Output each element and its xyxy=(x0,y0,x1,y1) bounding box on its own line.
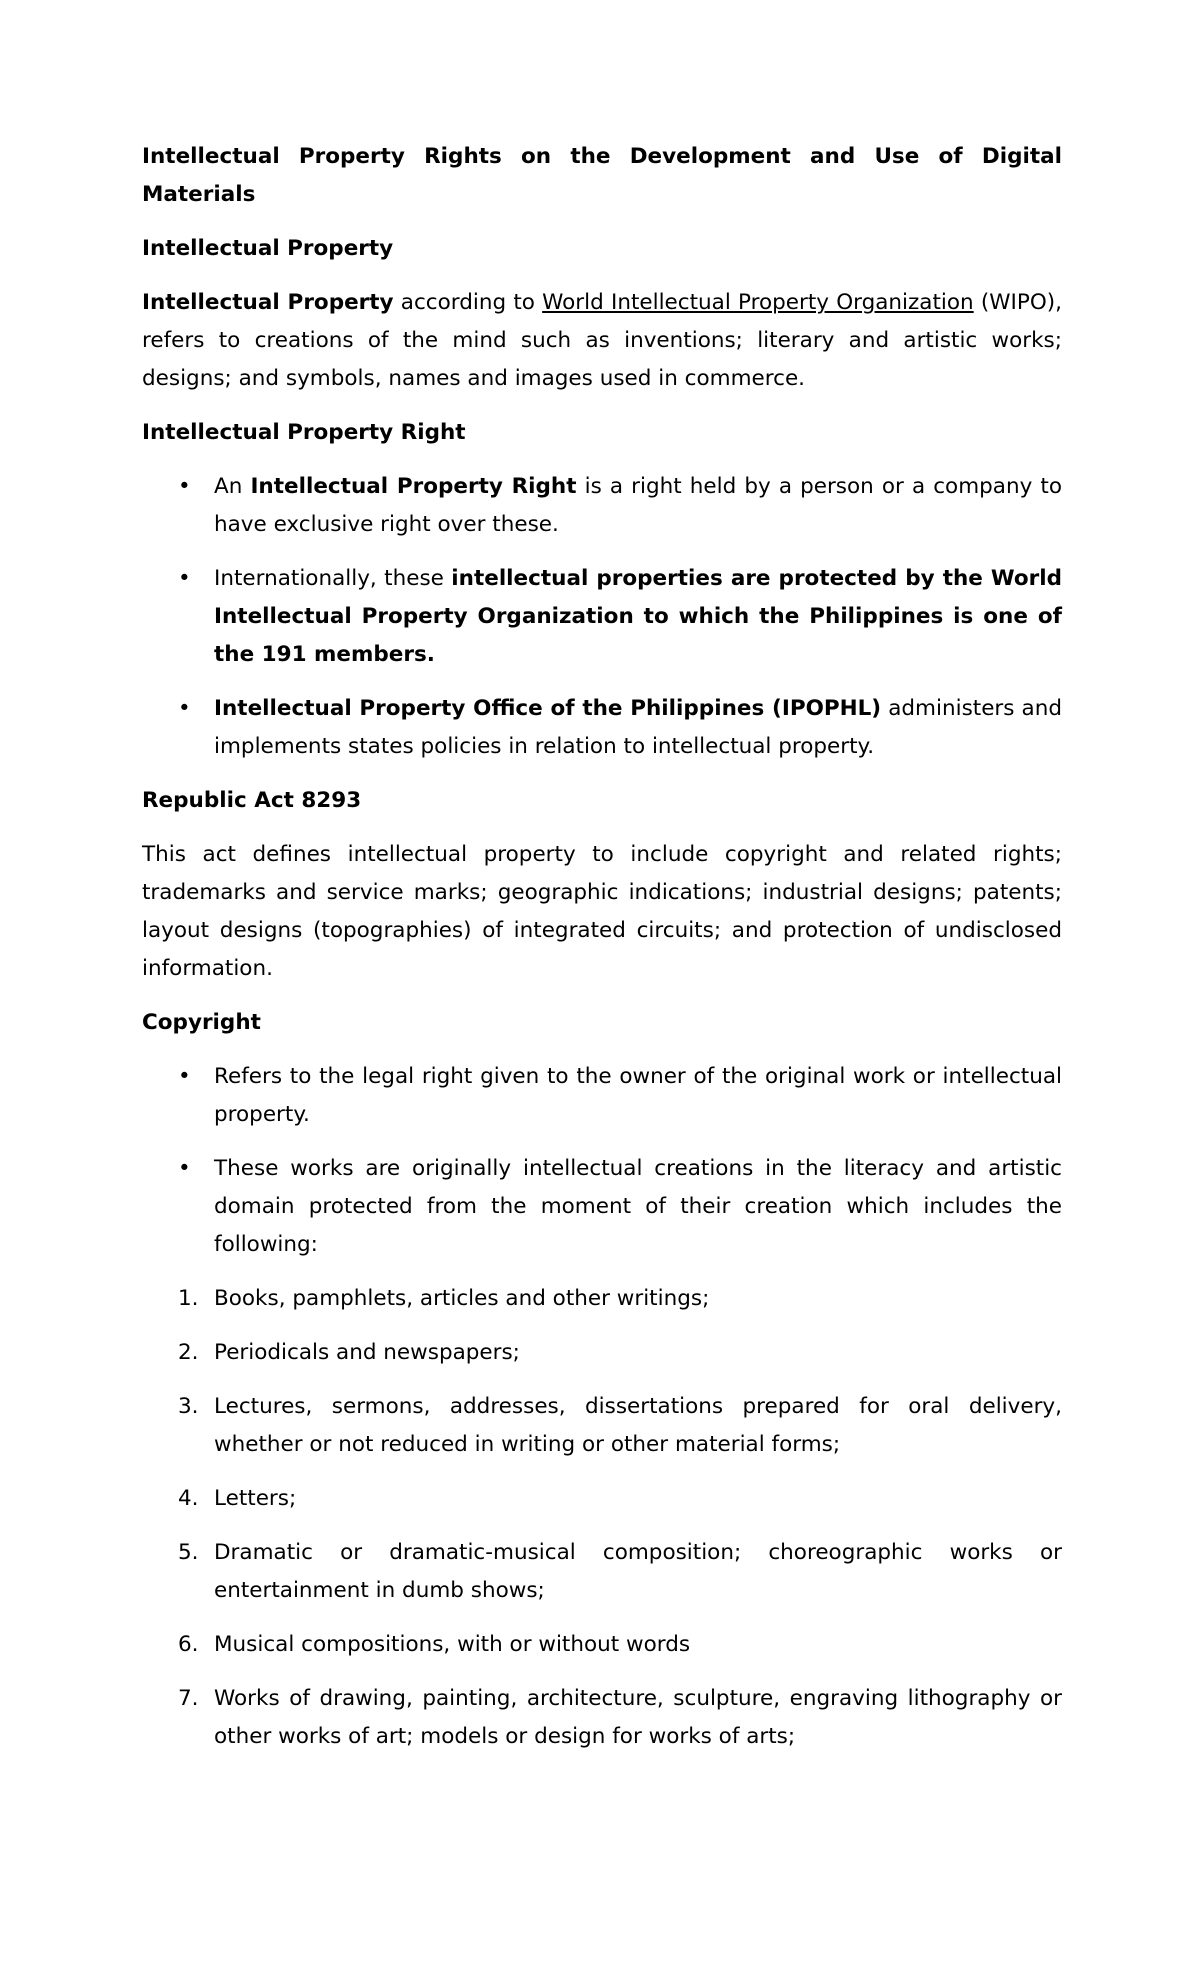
paragraph-republic-act: This act defines intellectual property to include copyright and related rights; trademarks and service marks; geographic indications; industrial designs; patents; layout designs (topographies) of integrated circuits; and protection of undisclosed information. xyxy=(142,842,1062,981)
bullet-marker: • xyxy=(178,566,191,591)
paragraph-ip-definition xyxy=(142,284,1062,398)
ipr-bullet-1-bold: Intellectual Property Right xyxy=(250,474,577,499)
list-item xyxy=(142,560,1062,674)
ipr-bullet-3-bold: Intellectual Property Office of the Philippines (IPOPHL) xyxy=(214,696,882,721)
heading-copyright: Copyright xyxy=(142,1010,261,1035)
list-item xyxy=(142,1150,1062,1264)
ipr-bullet-1-post: is a right held by a person or a company to have exclusive right over these. xyxy=(214,474,1063,537)
ipr-bullet-2-pre: Internationally, these xyxy=(214,566,452,591)
text-wipo-definition: (WIPO), refers to creations of the mind such as inventions; literary and artistic works; designs; and symbols, names and images used in commerce. xyxy=(142,290,1062,391)
numbered-item xyxy=(142,1680,1062,1756)
list-item xyxy=(142,690,1062,766)
item-number: 6. xyxy=(178,1632,199,1657)
item-text: Letters; xyxy=(214,1486,297,1511)
copyright-bullet-2: These works are originally intellectual creations in the literacy and artistic domain protected from the moment of their creation which includes the following: xyxy=(214,1156,1062,1257)
ipr-bullet-3-post: administers and implements states policies in relation to intellectual property. xyxy=(214,696,1063,759)
text-according-to: according to xyxy=(393,290,543,315)
term-intellectual-property: Intellectual Property xyxy=(142,290,394,315)
ipr-bullet-2-bold: intellectual properties are protected by the World Intellectual Property Organization to which the Philippines is one of the 191 members. xyxy=(214,566,1062,667)
item-text: Books, pamphlets, articles and other writings; xyxy=(214,1286,710,1311)
heading-intellectual-property-right: Intellectual Property Right xyxy=(142,420,466,445)
item-number: 1. xyxy=(178,1286,199,1311)
item-text: Lectures, sermons, addresses, dissertations prepared for oral delivery, whether or not reduced in writing or other material forms; xyxy=(214,1394,1062,1457)
numbered-item xyxy=(142,1480,1062,1518)
heading-republic-act: Republic Act 8293 xyxy=(142,788,362,813)
item-text: Works of drawing, painting, architecture, sculpture, engraving lithography or other works of art; models or design for works of arts; xyxy=(214,1686,1062,1749)
document-page xyxy=(142,138,1062,1772)
bullet-marker: • xyxy=(178,474,191,499)
bullet-marker: • xyxy=(178,696,191,721)
numbered-item xyxy=(142,1388,1062,1464)
item-text: Periodicals and newspapers; xyxy=(214,1340,520,1365)
item-number: 7. xyxy=(178,1686,199,1711)
list-item xyxy=(142,468,1062,544)
numbered-item xyxy=(142,1334,1062,1372)
list-item xyxy=(142,1058,1062,1134)
numbered-item xyxy=(142,1626,1062,1664)
item-number: 3. xyxy=(178,1394,199,1419)
item-number: 4. xyxy=(178,1486,199,1511)
item-number: 5. xyxy=(178,1540,199,1565)
bullet-marker: • xyxy=(178,1156,191,1181)
document-title: Intellectual Property Rights on the Development and Use of Digital Materials xyxy=(142,144,1062,207)
heading-intellectual-property: Intellectual Property xyxy=(142,236,394,261)
wipo-link[interactable]: World Intellectual Property Organization xyxy=(542,290,974,315)
ipr-bullet-1-pre: An xyxy=(214,474,251,499)
item-text: Musical compositions, with or without words xyxy=(214,1632,691,1657)
numbered-item xyxy=(142,1280,1062,1318)
copyright-bullet-1: Refers to the legal right given to the owner of the original work or intellectual property. xyxy=(214,1064,1062,1127)
bullet-marker: • xyxy=(178,1064,191,1089)
numbered-item xyxy=(142,1534,1062,1610)
item-text: Dramatic or dramatic-musical composition; choreographic works or entertainment in dumb shows; xyxy=(214,1540,1062,1603)
item-number: 2. xyxy=(178,1340,199,1365)
